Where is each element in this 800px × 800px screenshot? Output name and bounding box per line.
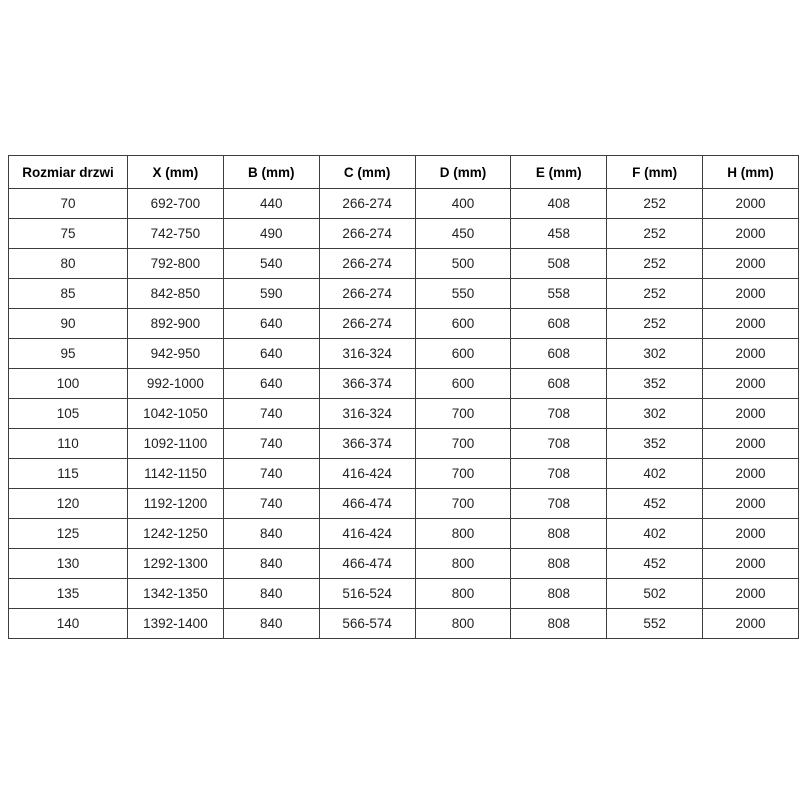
table-cell: 316-324: [319, 339, 415, 369]
table-cell: 700: [415, 459, 511, 489]
table-cell: 90: [9, 309, 128, 339]
table-cell: 252: [607, 279, 703, 309]
table-cell: 2000: [703, 309, 799, 339]
table-cell: 600: [415, 369, 511, 399]
table-cell: 708: [511, 489, 607, 519]
table-cell: 2000: [703, 219, 799, 249]
table-cell: 120: [9, 489, 128, 519]
table-cell: 1342-1350: [128, 579, 224, 609]
table-cell: 708: [511, 459, 607, 489]
table-cell: 452: [607, 489, 703, 519]
table-row: [9, 249, 799, 279]
table-cell: 1142-1150: [128, 459, 224, 489]
table-cell: 800: [415, 519, 511, 549]
table-cell: 302: [607, 399, 703, 429]
table-cell: 2000: [703, 609, 799, 639]
table-cell: 692-700: [128, 189, 224, 219]
table-cell: 408: [511, 189, 607, 219]
table-cell: 892-900: [128, 309, 224, 339]
table-cell: 105: [9, 399, 128, 429]
table-cell: 402: [607, 459, 703, 489]
table-cell: 266-274: [319, 249, 415, 279]
table-cell: 100: [9, 369, 128, 399]
table-cell: 2000: [703, 399, 799, 429]
table-cell: 2000: [703, 189, 799, 219]
door-size-table-header: [9, 156, 799, 189]
table-cell: 502: [607, 579, 703, 609]
table-cell: 608: [511, 339, 607, 369]
column-header-rozmiar-drzwi: Rozmiar drzwi: [9, 156, 128, 189]
table-row: [9, 309, 799, 339]
table-row: [9, 609, 799, 639]
table-row: [9, 549, 799, 579]
table-cell: 400: [415, 189, 511, 219]
table-cell: 500: [415, 249, 511, 279]
table-cell: 640: [223, 369, 319, 399]
table-cell: 740: [223, 459, 319, 489]
table-cell: 740: [223, 399, 319, 429]
table-cell: 366-374: [319, 369, 415, 399]
table-cell: 125: [9, 519, 128, 549]
table-cell: 440: [223, 189, 319, 219]
table-cell: 266-274: [319, 309, 415, 339]
table-cell: 558: [511, 279, 607, 309]
header-row: [9, 156, 799, 189]
table-cell: 800: [415, 609, 511, 639]
table-cell: 450: [415, 219, 511, 249]
door-size-table-body: [9, 189, 799, 639]
table-row: [9, 459, 799, 489]
table-row: [9, 429, 799, 459]
table-cell: 490: [223, 219, 319, 249]
table-cell: 992-1000: [128, 369, 224, 399]
table-row: [9, 189, 799, 219]
column-header-b-mm: B (mm): [223, 156, 319, 189]
table-cell: 608: [511, 369, 607, 399]
table-cell: 95: [9, 339, 128, 369]
table-cell: 808: [511, 519, 607, 549]
table-cell: 792-800: [128, 249, 224, 279]
table-cell: 540: [223, 249, 319, 279]
table-cell: 1242-1250: [128, 519, 224, 549]
table-cell: 550: [415, 279, 511, 309]
column-header-c-mm: C (mm): [319, 156, 415, 189]
table-row: [9, 369, 799, 399]
table-row: [9, 339, 799, 369]
table-cell: 458: [511, 219, 607, 249]
table-cell: 2000: [703, 429, 799, 459]
table-cell: 742-750: [128, 219, 224, 249]
table-cell: 800: [415, 579, 511, 609]
door-size-table: [8, 155, 799, 639]
table-cell: 1042-1050: [128, 399, 224, 429]
table-cell: 842-850: [128, 279, 224, 309]
column-header-h-mm: H (mm): [703, 156, 799, 189]
table-cell: 2000: [703, 549, 799, 579]
table-cell: 600: [415, 309, 511, 339]
table-row: [9, 279, 799, 309]
table-cell: 416-424: [319, 459, 415, 489]
table-cell: 252: [607, 219, 703, 249]
table-cell: 352: [607, 429, 703, 459]
table-row: [9, 489, 799, 519]
table-cell: 840: [223, 579, 319, 609]
table-cell: 316-324: [319, 399, 415, 429]
table-cell: 266-274: [319, 279, 415, 309]
table-cell: 352: [607, 369, 703, 399]
table-cell: 452: [607, 549, 703, 579]
table-cell: 600: [415, 339, 511, 369]
table-cell: 566-574: [319, 609, 415, 639]
table-cell: 1292-1300: [128, 549, 224, 579]
table-cell: 266-274: [319, 189, 415, 219]
table-cell: 2000: [703, 489, 799, 519]
table-cell: 700: [415, 399, 511, 429]
table-cell: 942-950: [128, 339, 224, 369]
table-cell: 1192-1200: [128, 489, 224, 519]
table-cell: 130: [9, 549, 128, 579]
table-cell: 808: [511, 549, 607, 579]
table-row: [9, 519, 799, 549]
table-cell: 466-474: [319, 549, 415, 579]
table-cell: 1392-1400: [128, 609, 224, 639]
table-cell: 708: [511, 429, 607, 459]
table-cell: 302: [607, 339, 703, 369]
table-cell: 252: [607, 309, 703, 339]
table-cell: 115: [9, 459, 128, 489]
table-cell: 700: [415, 489, 511, 519]
table-cell: 590: [223, 279, 319, 309]
table-cell: 2000: [703, 519, 799, 549]
table-cell: 808: [511, 609, 607, 639]
table-cell: 140: [9, 609, 128, 639]
table-cell: 740: [223, 489, 319, 519]
table-cell: 2000: [703, 579, 799, 609]
table-row: [9, 219, 799, 249]
table-cell: 80: [9, 249, 128, 279]
table-cell: 402: [607, 519, 703, 549]
table-cell: 740: [223, 429, 319, 459]
table-cell: 840: [223, 519, 319, 549]
table-cell: 366-374: [319, 429, 415, 459]
column-header-e-mm: E (mm): [511, 156, 607, 189]
table-cell: 70: [9, 189, 128, 219]
column-header-f-mm: F (mm): [607, 156, 703, 189]
table-row: [9, 399, 799, 429]
table-cell: 708: [511, 399, 607, 429]
table-cell: 1092-1100: [128, 429, 224, 459]
table-cell: 552: [607, 609, 703, 639]
table-cell: 252: [607, 189, 703, 219]
table-cell: 2000: [703, 459, 799, 489]
table-cell: 700: [415, 429, 511, 459]
column-header-x-mm: X (mm): [128, 156, 224, 189]
table-cell: 2000: [703, 279, 799, 309]
table-cell: 516-524: [319, 579, 415, 609]
table-cell: 252: [607, 249, 703, 279]
table-row: [9, 579, 799, 609]
table-cell: 110: [9, 429, 128, 459]
table-cell: 840: [223, 549, 319, 579]
column-header-d-mm: D (mm): [415, 156, 511, 189]
table-cell: 2000: [703, 339, 799, 369]
table-cell: 75: [9, 219, 128, 249]
table-cell: 135: [9, 579, 128, 609]
table-cell: 266-274: [319, 219, 415, 249]
table-cell: 840: [223, 609, 319, 639]
table-cell: 808: [511, 579, 607, 609]
table-cell: 416-424: [319, 519, 415, 549]
table-cell: 608: [511, 309, 607, 339]
table-cell: 85: [9, 279, 128, 309]
table-cell: 640: [223, 339, 319, 369]
table-cell: 640: [223, 309, 319, 339]
table-cell: 466-474: [319, 489, 415, 519]
table-cell: 800: [415, 549, 511, 579]
table-cell: 2000: [703, 369, 799, 399]
table-cell: 2000: [703, 249, 799, 279]
table-cell: 508: [511, 249, 607, 279]
